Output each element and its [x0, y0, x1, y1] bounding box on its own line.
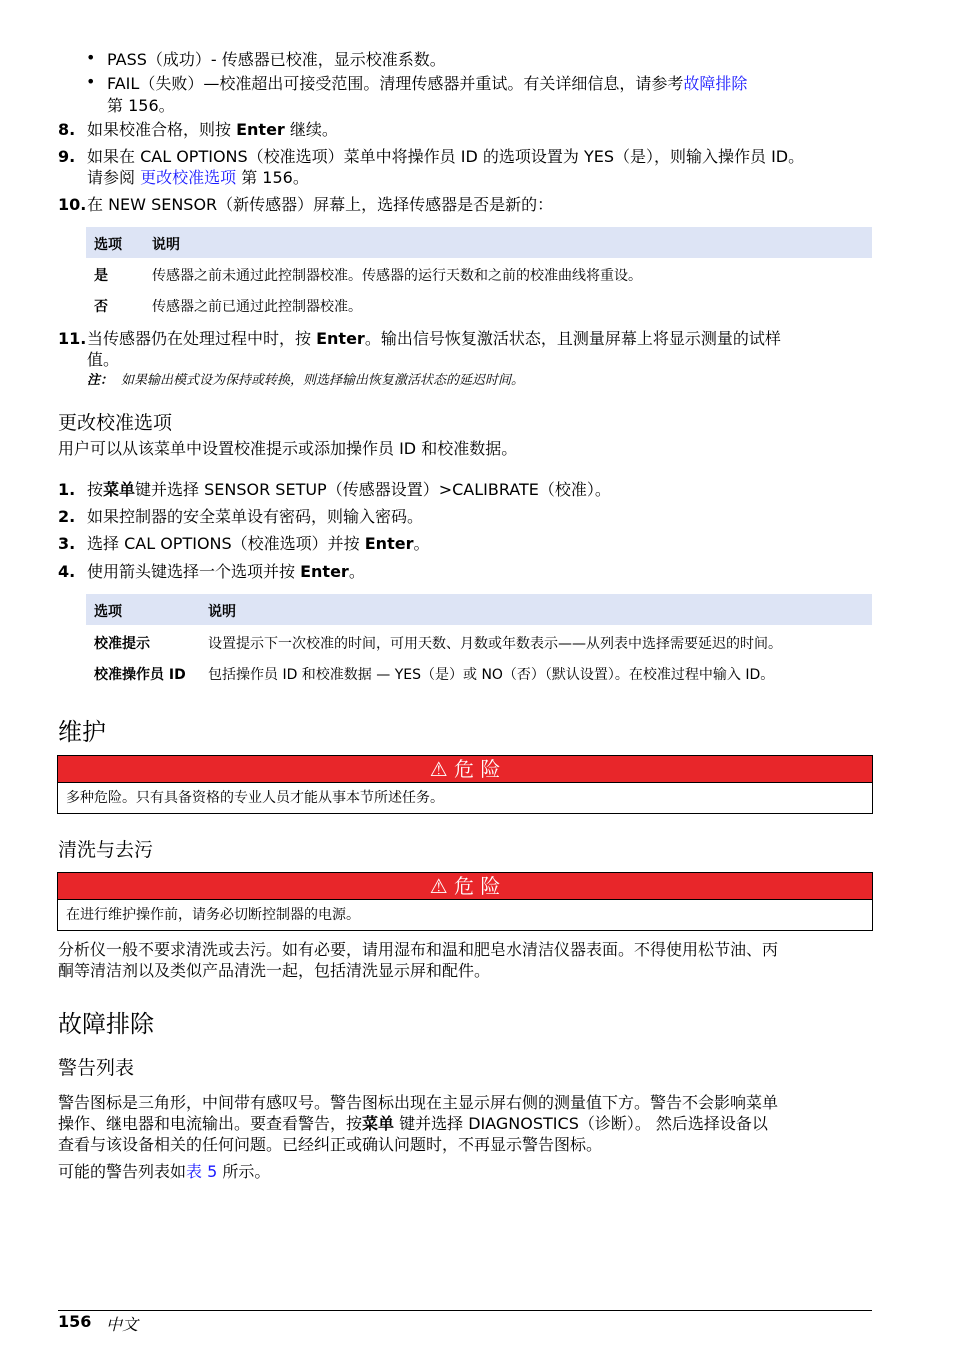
step-10: 10. 在 NEW SENSOR（新传感器）屏幕上，选择传感器是否是新的：	[58, 195, 554, 214]
table-row: 是 传感器之前未通过此控制器校准。传感器的运行天数和之前的校准曲线将重设。	[94, 268, 642, 284]
danger-box: ⚠ 危 险 在进行维护操作前，请务必切断控制器的电源。	[57, 872, 873, 931]
warning-triangle-icon: ⚠	[429, 757, 448, 781]
step-11: 11. 当传感器仍在处理过程中时，按 Enter。输出信号恢复激活状态，且测量屏幕上将显示测量的试样 值。	[58, 329, 781, 369]
table-row: 校准提示 设置提示下一次校准的时间，可用天数、月数或年数表示——从列表中选择需要延迟的时间。	[94, 636, 782, 652]
section-title-maintenance: 维护	[58, 718, 106, 746]
footer-language: 中文	[106, 1315, 139, 1334]
bullet-fail: FAIL（失败）—校准超出可接受范围。清理传感器并重试。有关详细信息，请参考故障排除	[107, 74, 748, 93]
danger-header: ⚠ 危 险	[58, 756, 872, 783]
danger-box: ⚠ 危 险 多种危险。只有具备资格的专业人员才能从事本节所述任务。	[57, 755, 873, 814]
link-change-cal-options[interactable]: 更改校准选项	[140, 168, 237, 187]
warnings-paragraph: 警告图标是三角形，中间带有感叹号。警告图标出现在主显示屏右侧的测量值下方。警告不会影响菜单 操作、继电器和电流输出。要查看警告，按菜单 键并选择 DIAGNOSTICS（诊断）。 然后选择设备以 查看与该设备相关的任何问题。已经纠正或确认问题时，不再显示警告图标。	[58, 1093, 779, 1154]
section-title-cal-options: 更改校准选项	[58, 412, 173, 434]
cal-step-1: 1. 按菜单键并选择 SENSOR SETUP（传感器设置）>CALIBRATE（校准）。	[58, 480, 611, 499]
subsection-title-warnings: 警告列表	[58, 1057, 135, 1079]
section-intro: 用户可以从该菜单中设置校准提示或添加操作员 ID 和校准数据。	[58, 439, 518, 458]
warnings-list-ref: 可能的警告列表如表 5 所示。	[58, 1162, 271, 1181]
table-header: 选项 说明	[86, 594, 872, 625]
cleaning-paragraph: 分析仪一般不要求清洗或去污。如有必要，请用湿布和温和肥皂水清洁仪器表面。不得使用松节油、丙 酮等清洁剂以及类似产品清洗一起，包括清洗显示屏和配件。	[58, 940, 779, 980]
bullet-pass: PASS（成功）- 传感器已校准，显示校准系数。	[107, 50, 446, 69]
bullet-marker: •	[86, 72, 96, 91]
step-9: 9. 如果在 CAL OPTIONS（校准选项）菜单中将操作员 ID 的选项设置为 YES（是），则输入操作员 ID。 请参阅 更改校准选项 第 156。	[58, 147, 805, 187]
danger-header: ⚠ 危 险	[58, 873, 872, 900]
warning-triangle-icon: ⚠	[429, 874, 448, 898]
cal-step-4: 4. 使用箭头键选择一个选项并按 Enter。	[58, 562, 365, 581]
link-table-5[interactable]: 表 5	[186, 1162, 218, 1181]
footer-divider	[58, 1310, 872, 1311]
table-header: 选项 说明	[86, 227, 872, 258]
bullet-fail-page: 第 156。	[107, 96, 175, 115]
page-number: 156	[58, 1312, 92, 1331]
note: 注： 如果输出模式设为保持或转换，则选择输出恢复激活状态的延迟时间。	[87, 373, 525, 388]
cal-step-2: 2. 如果控制器的安全菜单设有密码，则输入密码。	[58, 507, 424, 526]
link-troubleshooting[interactable]: 故障排除	[683, 74, 748, 93]
table-row: 校准操作员 ID 包括操作员 ID 和校准数据 — YES（是）或 NO（否）（默认设置）。在校准过程中输入 ID。	[94, 667, 775, 683]
section-title-troubleshooting: 故障排除	[58, 1010, 154, 1038]
step-8: 8. 如果校准合格，则按 Enter 继续。	[58, 120, 338, 139]
bullet-marker: •	[86, 48, 96, 67]
cal-step-3: 3. 选择 CAL OPTIONS（校准选项）并按 Enter。	[58, 534, 430, 553]
table-row: 否 传感器之前已通过此控制器校准。	[94, 299, 362, 315]
section-title-cleaning: 清洗与去污	[58, 839, 154, 861]
